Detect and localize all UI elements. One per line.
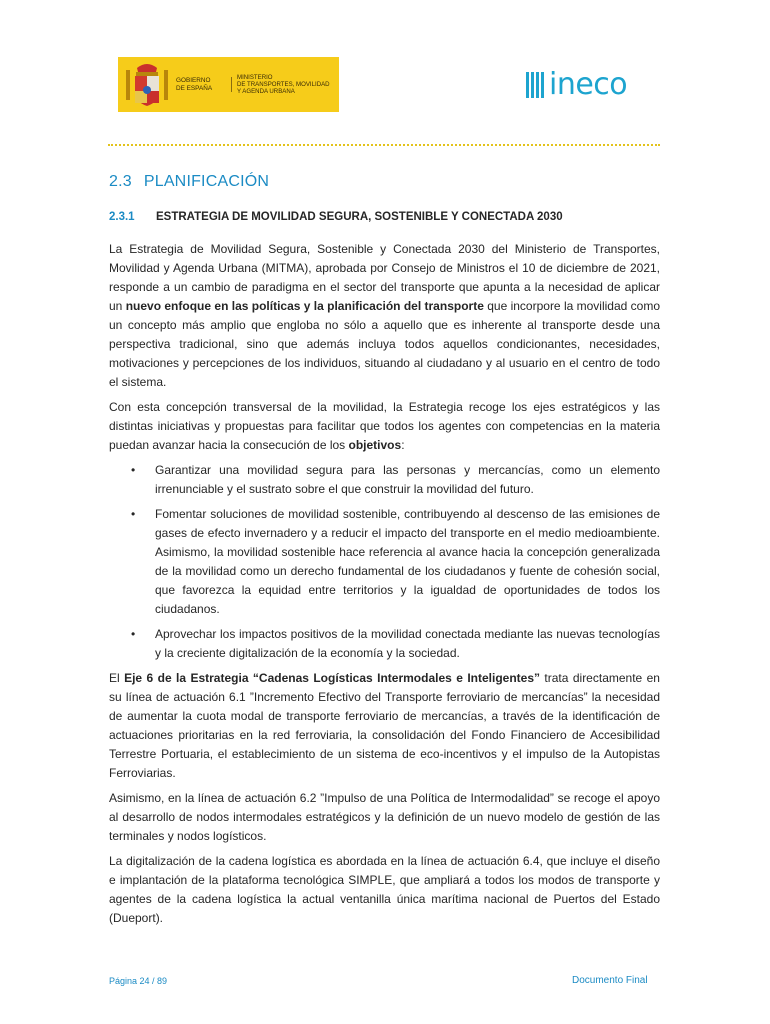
paragraph-3-bold: Eje 6 de la Estrategia “Cadenas Logísticas Intermodales e Inteligentes” [124,671,540,685]
list-item-text: Fomentar soluciones de movilidad sostenible, contribuyendo al descenso de las emisiones de gases de efecto invernadero y a reducir el impacto del transporte en el medio medioambiente. Asimismo, la movilidad sostenible hace referencia al avance hacia la concepción generalizada de la movilidad como un derecho fundamental de los ciudadanos y fuente de cohesión social, que favorezca la equidad entre territorios y la igualdad de oportunidades de todos los ciudadanos. [155,507,660,616]
header-separator [108,144,660,146]
paragraph-2-text-b: : [401,438,405,452]
list-item [109,625,660,663]
subsection-heading [109,211,563,223]
paragraph-5: La digitalización de la cadena logística es abordada en la línea de actuación 6.4, que incluye el diseño e implantación de la plataforma tecnológica SIMPLE, que ampliará a todos los modos de transporte y agentes de la cadena logística la actual ventanilla única marítima nacional de Puertos del Estado (Dueport). [109,854,660,925]
gobierno-text: GOBIERNO DE ESPAÑA [176,77,232,91]
paragraph-3 [109,669,660,783]
paragraph-2 [109,398,660,455]
list-item [109,505,660,619]
body-text [109,240,660,934]
ineco-bars-icon [526,72,546,98]
section-number: 2.3 [109,173,132,190]
objectives-list [109,461,660,663]
page-number: Página 24 / 89 [109,976,168,986]
ministerio-text: MINISTERIO DE TRANSPORTES, MOVILIDAD Y AGENDA URBANA [237,73,330,96]
document-label: Documento Final [572,975,648,986]
section-title: PLANIFICACIÓN [143,173,270,190]
list-item-text: Aprovechar los impactos positivos de la movilidad conectada mediante las nuevas tecnologías y la creciente digitalización de la economía y la sociedad. [155,627,660,660]
subsection-number: 2.3.1 [109,211,135,223]
government-logo [118,57,339,112]
section-heading [109,173,269,191]
paragraph-1 [109,240,660,392]
ineco-logo [526,67,628,102]
paragraph-4: Asimismo, en la línea de actuación 6.2 ”Impulso de una Política de Intermodalidad” se recoge el apoyo al desarrollo de nodos intermodales estratégicos y la definición de un nuevo modelo de gestión de las terminales y nodos logísticos. [109,791,660,843]
paragraph-1-text-b: que incorpore la movilidad como un concepto más amplio que engloba no sólo a aquello que es inherente al transporte desde una perspectiva tradicional, sino que además incluya todos aquellos condicionantes, necesidades, motivaciones y percepciones de los individuos, situando al ciudadano y al usuario en el centro de todo el sistema. [109,299,661,389]
list-item [109,461,660,499]
paragraph-1-bold: nuevo enfoque en las políticas y la planificación del transporte [125,299,484,313]
paragraph-3-text-b: trata directamente en su línea de actuación 6.1 ”Incremento Efectivo del Transporte ferroviario de mercancías” la necesidad de aumentar la cuota modal de transporte ferroviario de mercancías, a través de la identificación de actuaciones prioritarias en la red ferroviaria, la consolidación del Fondo Financiero de Accesibilidad Terrestre Portuaria, el establecimiento de un sistema de eco-incentivos y el impulso de la Autopistas Ferroviarias. [109,671,660,780]
coat-of-arms-icon [122,60,172,110]
subsection-title: ESTRATEGIA DE MOVILIDAD SEGURA, SOSTENIBLE Y CONECTADA 2030 [156,211,563,223]
paragraph-2-bold: objetivos [348,438,402,452]
paragraph-3-text-a: El [109,671,125,685]
list-item-text: Garantizar una movilidad segura para las personas y mercancías, como un elemento irrenunciable y el sustrato sobre el que construir la movilidad del futuro. [155,463,660,496]
paragraph-2-text-a: Con esta concepción transversal de la movilidad, la Estrategia recoge los ejes estratégicos y las distintas iniciativas y propuestas para facilitar que todos los agentes con competencias en la materia puedan avanzar hacia la consecución de los [109,400,660,452]
bullet-icon: • [131,507,136,521]
ineco-wordmark: ineco [549,67,628,102]
paragraph-1-text-a: La Estrategia de Movilidad Segura, Sostenible y Conectada 2030 del Ministerio de Transportes, Movilidad y Agenda Urbana (MITMA), aprobada por Consejo de Ministros el 10 de diciembre de 2021, responde a un cambio de paradigma en el sector del transporte que apunta a la necesidad de aplicar un [109,242,660,313]
bullet-icon: • [131,627,136,641]
bullet-icon: • [131,463,136,477]
